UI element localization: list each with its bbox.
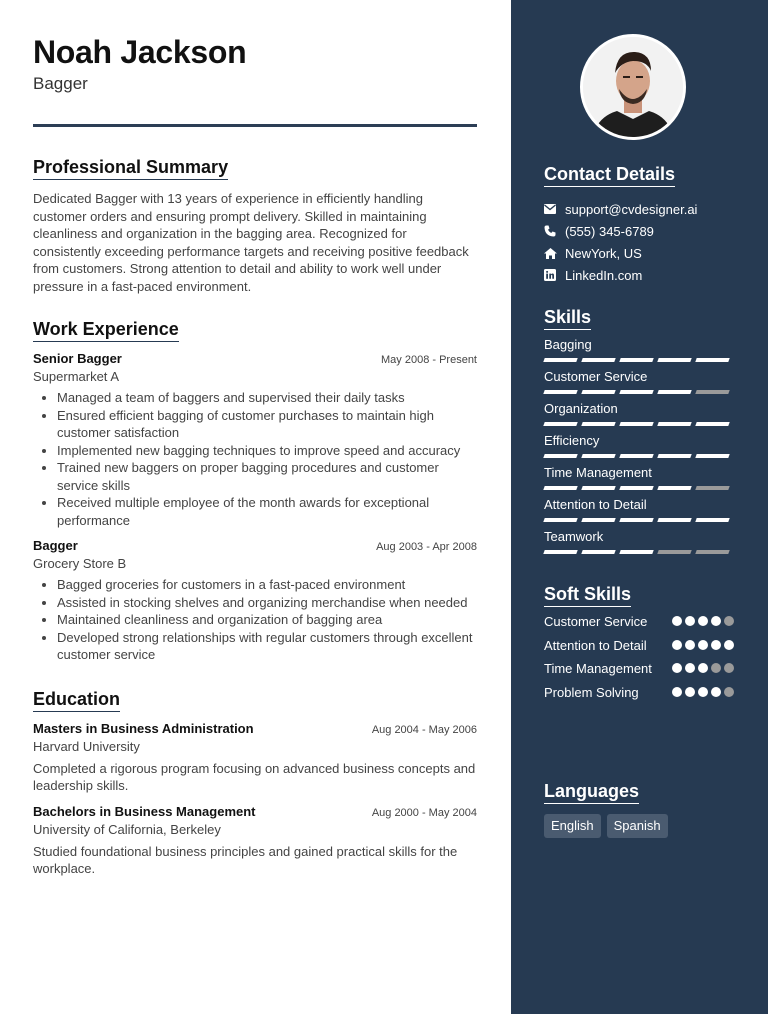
- skill-level-segment: [657, 518, 691, 522]
- education-heading: Education: [33, 688, 120, 712]
- job-title: Bagger: [33, 538, 78, 553]
- degree-title: Bachelors in Business Management: [33, 803, 256, 819]
- school-name: University of California, Berkeley: [33, 821, 221, 837]
- skill-level-segment: [657, 486, 691, 490]
- summary-text: Dedicated Bagger with 13 years of experience in efficiently handling customer orders and ensuring prompt delivery. Skilled in maintaining cleanliness and organization in the bagging area. Recognized for consistently exceeding performance targets and receiving positive feedback from customers. Strong attention to detail and ability to work well under pressure in a fast-paced environment.: [33, 191, 469, 294]
- skill-level-segment: [619, 422, 653, 426]
- soft-skill-label: Attention to Detail: [544, 637, 647, 653]
- skill-level-segment: [581, 390, 615, 394]
- skill-level-bar: [544, 390, 734, 394]
- education-date: Aug 2004 - May 2006: [371, 723, 477, 736]
- soft-skill-label: Problem Solving: [544, 684, 639, 700]
- contact-location: [544, 242, 734, 264]
- education-section: [33, 688, 477, 878]
- job-title: Senior Bagger: [33, 351, 122, 366]
- rating-dot: [672, 616, 682, 626]
- job-bullet: • Maintained cleanliness and organization of bagging area: [57, 611, 477, 629]
- skill-level-segment: [657, 550, 691, 554]
- job-company: Grocery Store B: [33, 556, 127, 571]
- skill-item: [544, 400, 734, 426]
- skills-section: [544, 306, 734, 554]
- skill-level-segment: [695, 422, 729, 426]
- soft-skills-section: [544, 583, 734, 701]
- degree-title: Masters in Business Administration: [33, 720, 254, 736]
- contact-phone[interactable]: [544, 220, 734, 242]
- rating-dot: [698, 687, 708, 697]
- rating-dot: [711, 663, 721, 673]
- contact-linkedin[interactable]: [544, 264, 734, 286]
- rating-dot: [711, 687, 721, 697]
- skill-label: Customer Service: [544, 369, 648, 384]
- soft-skill-label: Time Management: [544, 661, 652, 676]
- skill-level-bar: [544, 358, 734, 362]
- envelope-icon: [544, 204, 565, 214]
- job-bullets: [33, 576, 477, 664]
- contact-location-text: NewYork, US: [565, 245, 642, 261]
- skill-item: [544, 432, 734, 458]
- home-icon: [544, 248, 565, 259]
- skill-level-segment: [543, 550, 577, 554]
- skill-level-segment: [695, 550, 729, 554]
- rating-dot: [698, 616, 708, 626]
- skill-level-segment: [619, 550, 653, 554]
- education-entry: [33, 721, 477, 795]
- contact-linkedin-text: LinkedIn.com: [565, 267, 643, 283]
- profile-photo: [580, 34, 686, 140]
- soft-skill-rating: [672, 640, 734, 650]
- soft-skill-item: [544, 637, 734, 655]
- rating-dot: [685, 687, 695, 697]
- skills-heading: Skills: [544, 306, 591, 330]
- rating-dot: [711, 616, 721, 626]
- skill-level-segment: [657, 454, 691, 458]
- soft-skill-item: [544, 660, 734, 678]
- skill-level-segment: [543, 422, 577, 426]
- contact-section: [544, 163, 734, 286]
- skill-level-segment: [619, 486, 653, 490]
- skill-level-bar: [544, 550, 734, 554]
- skill-label: Bagging: [544, 337, 592, 352]
- job-bullets: [33, 389, 477, 529]
- contact-email-text: support@cvdesigner.ai: [565, 201, 698, 217]
- education-entry: [33, 804, 477, 878]
- job-bullet: • Received multiple employee of the month awards for exceptional performance: [57, 494, 477, 529]
- skill-level-segment: [581, 454, 615, 458]
- rating-dot: [672, 687, 682, 697]
- rating-dot: [724, 663, 734, 673]
- job-bullet: • Ensured efficient bagging of customer purchases to maintain high customer satisfaction: [57, 407, 477, 442]
- skill-label: Teamwork: [544, 529, 604, 544]
- rating-dot: [685, 663, 695, 673]
- skill-item: [544, 496, 734, 522]
- skill-item: [544, 368, 734, 394]
- skill-level-bar: [544, 422, 734, 426]
- rating-dot: [685, 640, 695, 650]
- education-description: Completed a rigorous program focusing on advanced business concepts and leadership skills.: [33, 760, 476, 793]
- skill-item: [544, 336, 734, 362]
- soft-skill-item: [544, 613, 734, 631]
- skill-level-segment: [581, 486, 615, 490]
- rating-dot: [724, 616, 734, 626]
- skill-level-bar: [544, 454, 734, 458]
- rating-dot: [685, 616, 695, 626]
- soft-skill-rating: [672, 687, 734, 697]
- job-bullet: • Bagged groceries for customers in a fast-paced environment: [57, 576, 477, 594]
- job-company: Supermarket A: [33, 369, 119, 384]
- job-bullet: • Trained new baggers on proper bagging procedures and customer service skills: [57, 459, 477, 494]
- soft-skill-rating: [672, 663, 734, 673]
- linkedin-icon: [544, 269, 565, 281]
- rating-dot: [672, 663, 682, 673]
- soft-skill-label: Customer Service: [544, 614, 648, 629]
- job-entry: [33, 351, 477, 529]
- skill-level-segment: [695, 486, 729, 490]
- skill-level-segment: [657, 390, 691, 394]
- contact-phone-text: (555) 345-6789: [565, 223, 654, 239]
- job-bullet: • Assisted in stocking shelves and organizing merchandise when needed: [57, 594, 477, 612]
- school-name: Harvard University: [33, 738, 140, 754]
- sidebar: [511, 0, 768, 1014]
- soft-skills-heading: Soft Skills: [544, 583, 631, 607]
- experience-section: [33, 318, 477, 664]
- language-tag: English: [544, 814, 601, 838]
- skill-level-segment: [581, 358, 615, 362]
- skill-level-segment: [657, 422, 691, 426]
- skill-level-segment: [543, 358, 577, 362]
- skill-level-segment: [581, 518, 615, 522]
- rating-dot: [711, 640, 721, 650]
- skill-label: Attention to Detail: [544, 497, 647, 512]
- soft-skill-item: [544, 684, 734, 702]
- rating-dot: [698, 663, 708, 673]
- skill-level-segment: [657, 358, 691, 362]
- skill-level-bar: [544, 518, 734, 522]
- skill-level-segment: [619, 358, 653, 362]
- education-description: Studied foundational business principles and gained practical skills for the workplace.: [33, 843, 458, 876]
- skill-level-segment: [543, 390, 577, 394]
- skill-label: Organization: [544, 401, 618, 416]
- summary-heading: Professional Summary: [33, 156, 228, 180]
- skill-level-segment: [581, 422, 615, 426]
- skill-level-bar: [544, 486, 734, 490]
- job-bullet: • Managed a team of baggers and supervised their daily tasks: [57, 389, 477, 407]
- rating-dot: [724, 687, 734, 697]
- skill-level-segment: [695, 358, 729, 362]
- rating-dot: [672, 640, 682, 650]
- skill-level-segment: [695, 454, 729, 458]
- skill-level-segment: [619, 518, 653, 522]
- skill-item: [544, 464, 734, 490]
- education-date: Aug 2000 - May 2004: [371, 806, 477, 819]
- job-date: May 2008 - Present: [381, 354, 477, 366]
- skill-level-segment: [543, 518, 577, 522]
- candidate-name: Noah Jackson: [33, 34, 247, 70]
- skill-label: Time Management: [544, 465, 652, 480]
- contact-heading: Contact Details: [544, 163, 675, 187]
- phone-icon: [544, 225, 565, 237]
- skill-level-segment: [581, 550, 615, 554]
- job-bullet: • Implemented new bagging techniques to improve speed and accuracy: [57, 442, 477, 460]
- language-tag: Spanish: [607, 814, 668, 838]
- rating-dot: [724, 640, 734, 650]
- skill-level-segment: [543, 454, 577, 458]
- soft-skill-rating: [672, 616, 734, 626]
- experience-heading: Work Experience: [33, 318, 179, 342]
- job-entry: [33, 538, 477, 664]
- skill-level-segment: [695, 518, 729, 522]
- candidate-title: Bagger: [33, 74, 88, 93]
- skill-level-segment: [695, 390, 729, 394]
- languages-section: [544, 780, 734, 838]
- contact-email[interactable]: [544, 198, 734, 220]
- skill-label: Efficiency: [544, 433, 600, 448]
- summary-section: [33, 156, 477, 295]
- skill-level-segment: [619, 454, 653, 458]
- languages-heading: Languages: [544, 780, 639, 804]
- header-divider: [33, 124, 477, 127]
- skill-level-segment: [619, 390, 653, 394]
- job-bullet: • Developed strong relationships with regular customers through excellent customer service: [57, 629, 477, 664]
- job-date: Aug 2003 - Apr 2008: [376, 541, 477, 553]
- rating-dot: [698, 640, 708, 650]
- skill-item: [544, 528, 734, 554]
- skill-level-segment: [543, 486, 577, 490]
